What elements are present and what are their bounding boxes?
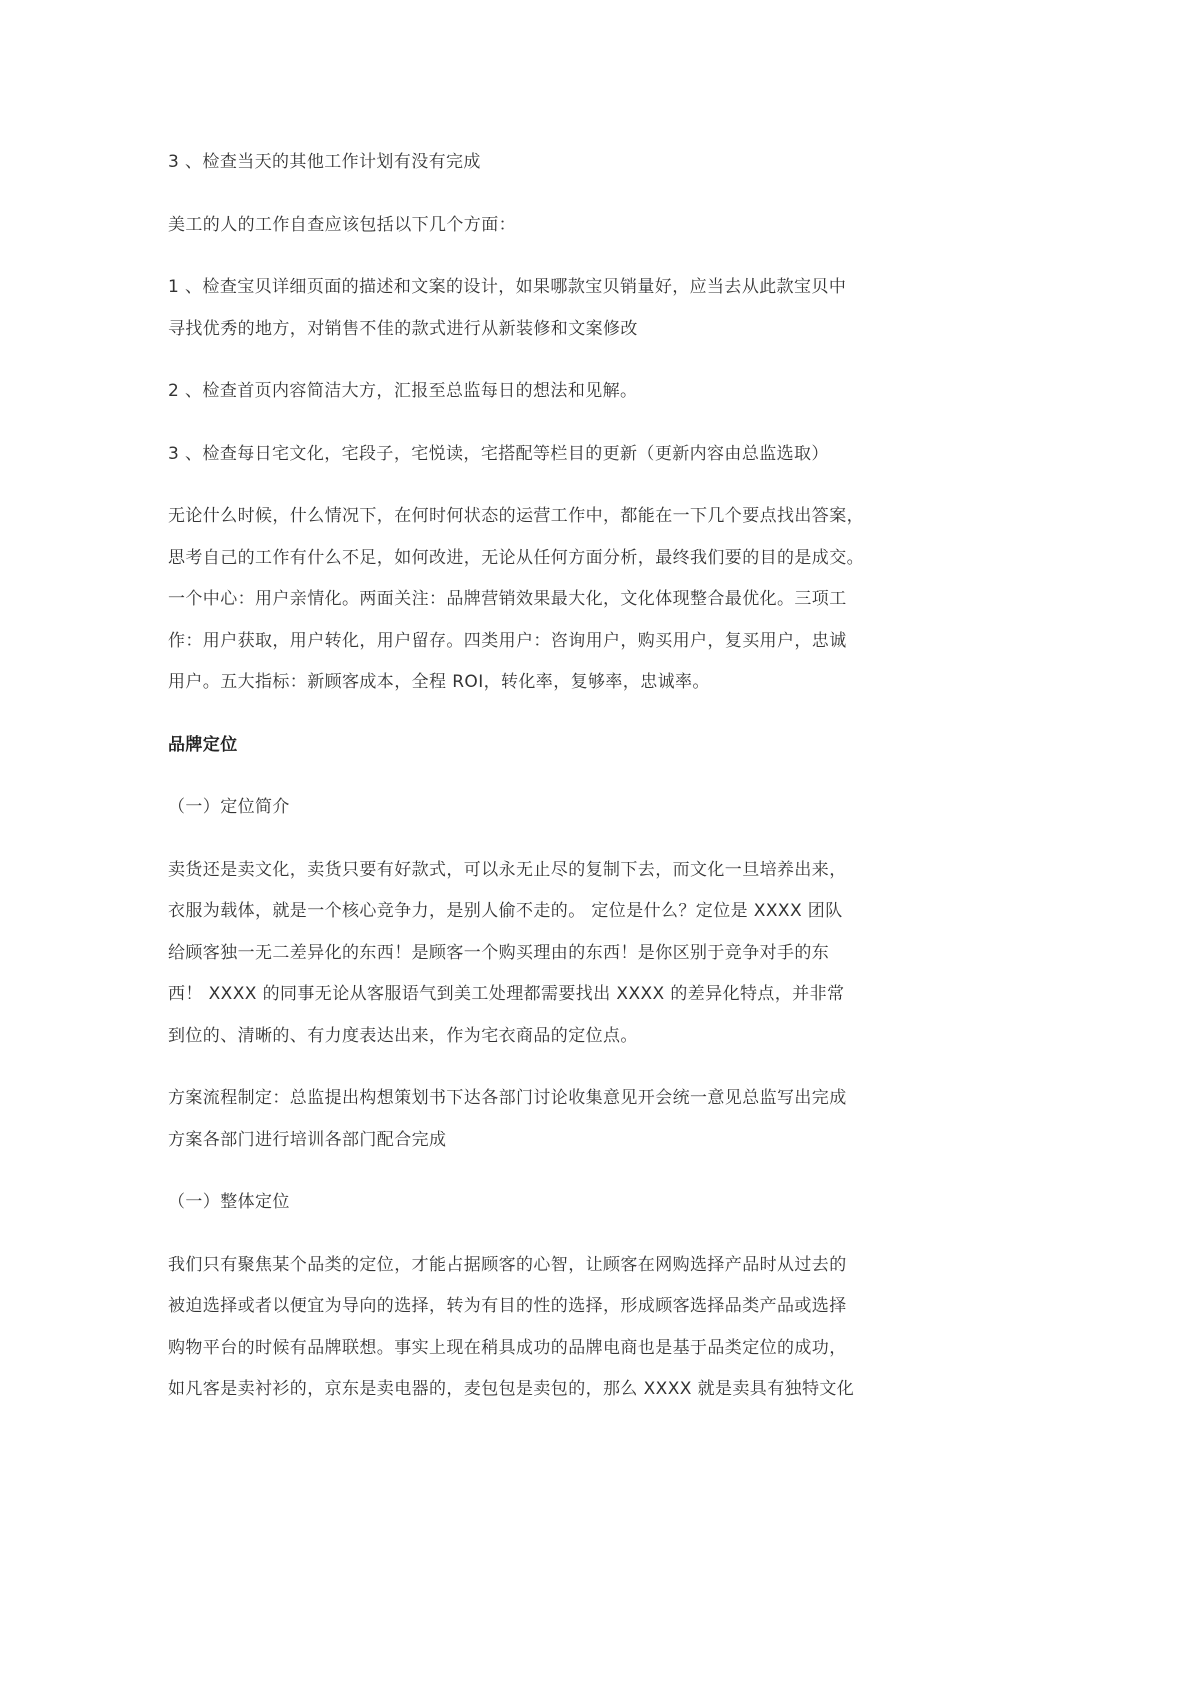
text-line: 方案流程制定：总监提出构想策划书下达各部门讨论收集意见开会统一意见总监写出完成 bbox=[168, 1088, 847, 1108]
paragraph bbox=[168, 787, 1028, 829]
text-line: 如凡客是卖衬衫的，京东是卖电器的，麦包包是卖包的，那么 XXXX 就是卖具有独特文化 bbox=[168, 1379, 855, 1399]
text-line: 2 、检查首页内容简洁大方，汇报至总监每日的想法和见解。 bbox=[168, 381, 638, 401]
paragraph bbox=[168, 1245, 1028, 1411]
paragraph bbox=[168, 1078, 1028, 1161]
document-body bbox=[168, 142, 1028, 1432]
section-heading bbox=[168, 725, 1028, 767]
text-line: 用户。五大指标：新顾客成本，全程 ROI，转化率，复够率，忠诚率。 bbox=[168, 672, 710, 692]
text-line: 购物平台的时候有品牌联想。事实上现在稍具成功的品牌电商也是基于品类定位的成功， bbox=[168, 1337, 847, 1358]
text-line: 思考自己的工作有什么不足，如何改进，无论从任何方面分析，最终我们要的目的是成交。 bbox=[168, 547, 864, 568]
paragraph bbox=[168, 850, 1028, 1058]
paragraph bbox=[168, 205, 1028, 247]
text-line: 作：用户获取，用户转化，用户留存。四类用户：咨询用户，购买用户，复买用户，忠诚 bbox=[168, 630, 847, 651]
text-line: 3 、检查当天的其他工作计划有没有完成 bbox=[168, 152, 481, 172]
text-line: 到位的、清晰的、有力度表达出来，作为宅衣商品的定位点。 bbox=[168, 1025, 638, 1046]
text-line: 我们只有聚焦某个品类的定位，才能占据顾客的心智，让顾客在网购选择产品时从过去的 bbox=[168, 1254, 847, 1275]
text-line: 3 、检查每日宅文化，宅段子，宅悦读，宅搭配等栏目的更新（更新内容由总监选取） bbox=[168, 443, 829, 464]
paragraph bbox=[168, 142, 1028, 184]
paragraph bbox=[168, 371, 1028, 413]
text-line: 卖货还是卖文化，卖货只要有好款式，可以永无止尽的复制下去，而文化一旦培养出来， bbox=[168, 859, 847, 880]
text-line: 品牌定位 bbox=[168, 734, 238, 755]
text-line: 给顾客独一无二差异化的东西！是顾客一个购买理由的东西！是你区别于竞争对手的东 bbox=[168, 942, 830, 963]
text-line: （一）整体定位 bbox=[168, 1192, 290, 1212]
text-line: 被迫选择或者以便宜为导向的选择，转为有目的性的选择，形成顾客选择品类产品或选择 bbox=[168, 1296, 847, 1316]
text-line: 一个中心：用户亲情化。两面关注：品牌营销效果最大化，文化体现整合最优化。三项工 bbox=[168, 589, 847, 609]
text-line: 方案各部门进行培训各部门配合完成 bbox=[168, 1129, 447, 1150]
paragraph bbox=[168, 434, 1028, 476]
text-line: 寻找优秀的地方，对销售不佳的款式进行从新装修和文案修改 bbox=[168, 318, 638, 339]
text-line: 西！ XXXX 的同事无论从客服语气到美工处理都需要找出 XXXX 的差异化特点，并非常 bbox=[168, 984, 845, 1004]
paragraph bbox=[168, 1182, 1028, 1224]
text-line: 无论什么时候，什么情况下，在何时何状态的运营工作中，都能在一下几个要点找出答案， bbox=[168, 506, 864, 526]
text-line: 衣服为载体，就是一个核心竞争力，是别人偷不走的。 定位是什么？定位是 XXXX 团队 bbox=[168, 901, 843, 921]
text-line: 美工的人的工作自查应该包括以下几个方面： bbox=[168, 214, 516, 235]
text-line: （一）定位简介 bbox=[168, 797, 290, 817]
text-line: 1 、检查宝贝详细页面的描述和文案的设计，如果哪款宝贝销量好，应当去从此款宝贝中 bbox=[168, 277, 847, 297]
paragraph bbox=[168, 496, 1028, 704]
paragraph bbox=[168, 267, 1028, 350]
